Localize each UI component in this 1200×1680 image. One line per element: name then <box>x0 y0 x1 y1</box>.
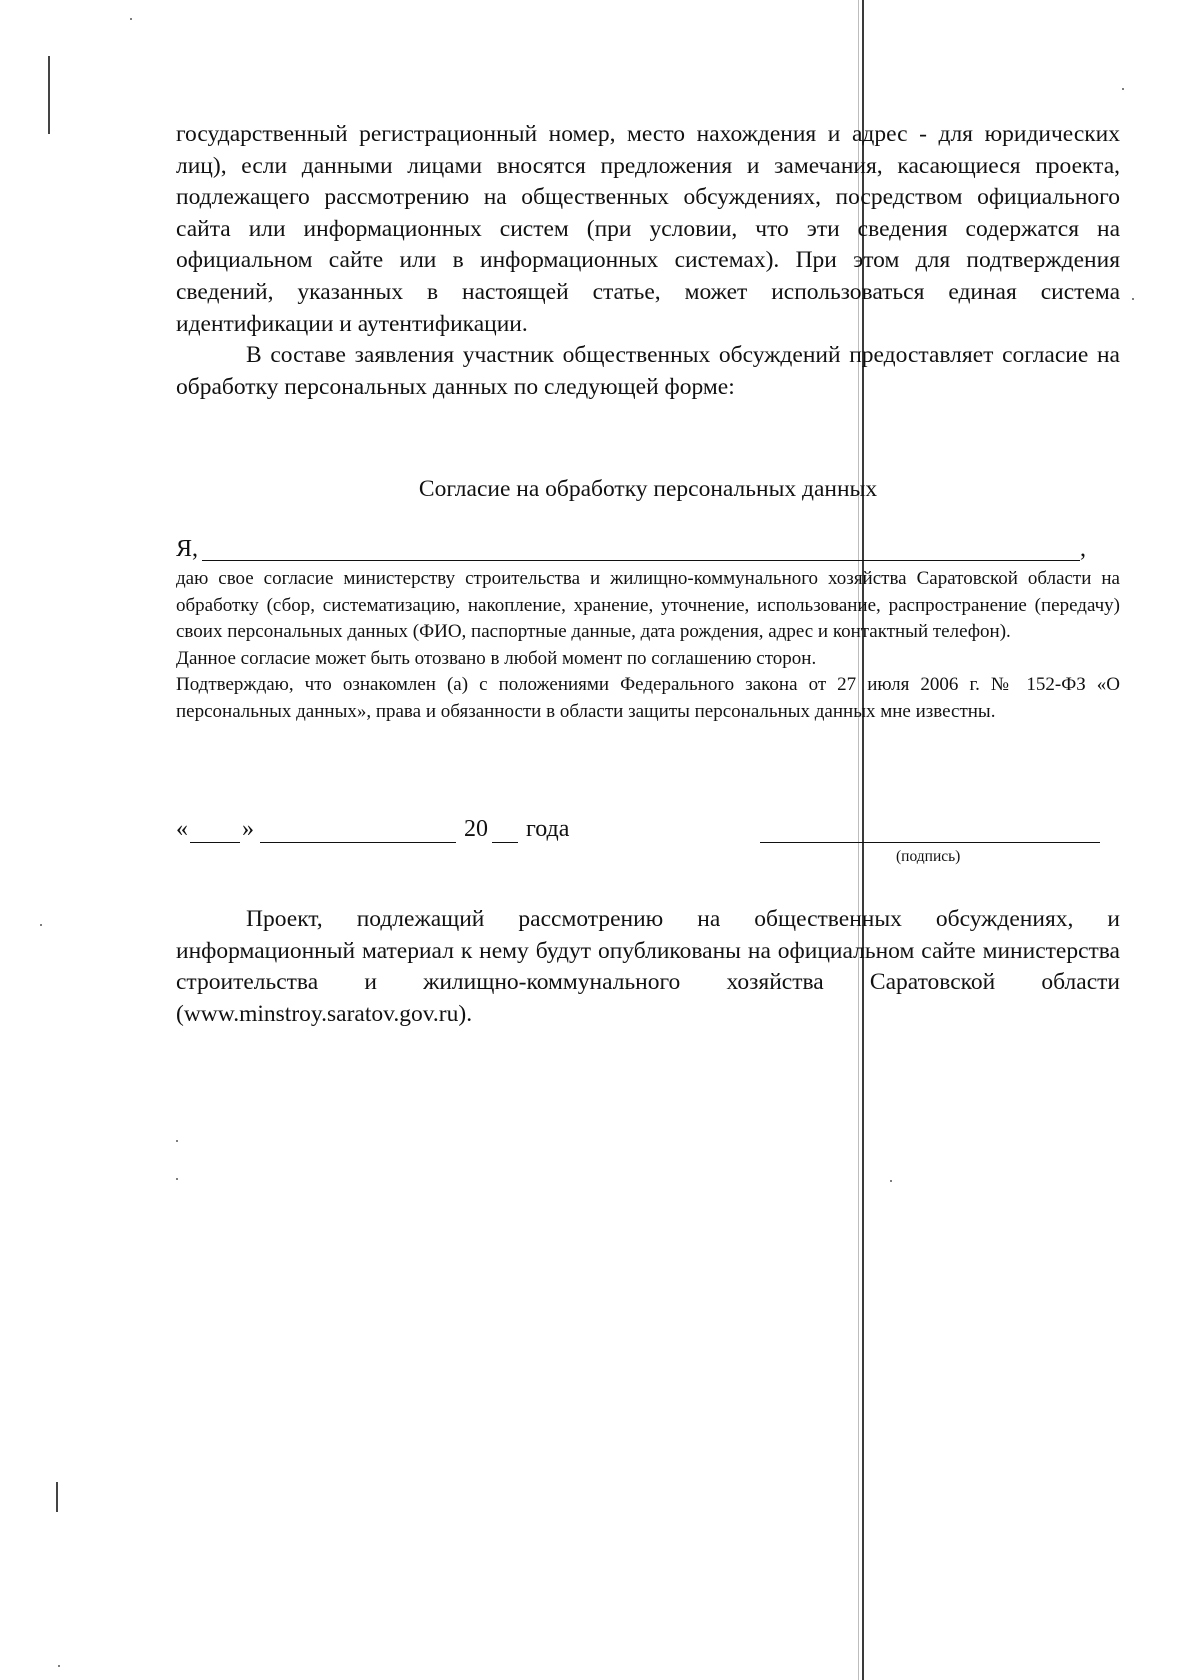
scan-edge-mark <box>56 1482 58 1512</box>
scan-speck <box>176 1178 178 1180</box>
signature-caption: (подпись) <box>896 848 961 865</box>
name-blank-underline <box>202 560 1080 561</box>
date-open-quote: « <box>176 816 188 842</box>
consent-body-block <box>176 566 1120 725</box>
scan-speck <box>176 1140 178 1142</box>
consent-form-title: Согласие на обработку персональных данных <box>418 476 878 502</box>
date-close-quote: » <box>242 816 254 842</box>
closing-paragraph: Проект, подлежащий рассмотрению на общественных обсуждениях, и информационный материал к нему будут опубликованы на официальном сайте министерства строительства и жилищно-коммунального хозяйства Саратовской области (www.minstroy.saratov.gov.ru). <box>176 906 1120 1027</box>
consent-revocation: Данное согласие может быть отозвано в любой момент по соглашению сторон. <box>176 647 817 669</box>
name-suffix: , <box>1080 536 1086 562</box>
name-fill-line <box>176 534 1120 564</box>
year-blank <box>492 842 518 843</box>
year-prefix: 20 <box>464 816 488 842</box>
year-suffix: года <box>526 816 570 842</box>
main-text-block <box>176 119 1120 403</box>
scan-speck <box>890 1180 892 1182</box>
intro-paragraph: государственный регистрационный номер, место нахождения и адрес - для юридических лиц), если данными лицами вносятся предложения и замечания, касающиеся проекта, подлежащего рассмотрению на общественных обсуждениях, посредством официального сайта или информационных систем (при условии, что эти сведения содержатся на официальном сайте или в информационных системах). При этом для подтверждения сведений, указанных в настоящей статье, может использоваться единая система идентификации и аутентификации. <box>176 121 1120 337</box>
consent-confirmation: Подтверждаю, что ознакомлен (а) с положениями Федерального закона от 27 июля 2006 г. № 152-ФЗ «О персональных данных», права и обязанности в области защиты персональных данных мне известны. <box>176 674 1120 722</box>
consent-body: даю свое согласие министерству строительства и жилищно-коммунального хозяйства Саратовской области на обработку (сбор, систематизацию, накопление, хранение, уточнение, использование, распространение (передачу) своих персональных данных (ФИО, паспортные данные, дата рождения, адрес и контактный телефон). <box>176 568 1120 642</box>
scan-speck <box>1132 298 1134 300</box>
scan-speck <box>130 18 132 20</box>
month-blank <box>260 842 456 843</box>
closing-block <box>176 904 1120 1030</box>
scan-speck <box>40 924 42 926</box>
signature-blank <box>760 842 1100 843</box>
scan-edge-mark <box>48 56 50 134</box>
scan-speck <box>1122 88 1124 90</box>
date-signature-row <box>176 814 1120 848</box>
consent-intro-paragraph: В составе заявления участник общественных обсуждений предоставляет согласие на обработку персональных данных по следующей форме: <box>176 342 1120 400</box>
name-prefix: Я, <box>176 536 199 562</box>
scan-speck <box>58 1665 60 1667</box>
day-blank <box>190 842 240 843</box>
